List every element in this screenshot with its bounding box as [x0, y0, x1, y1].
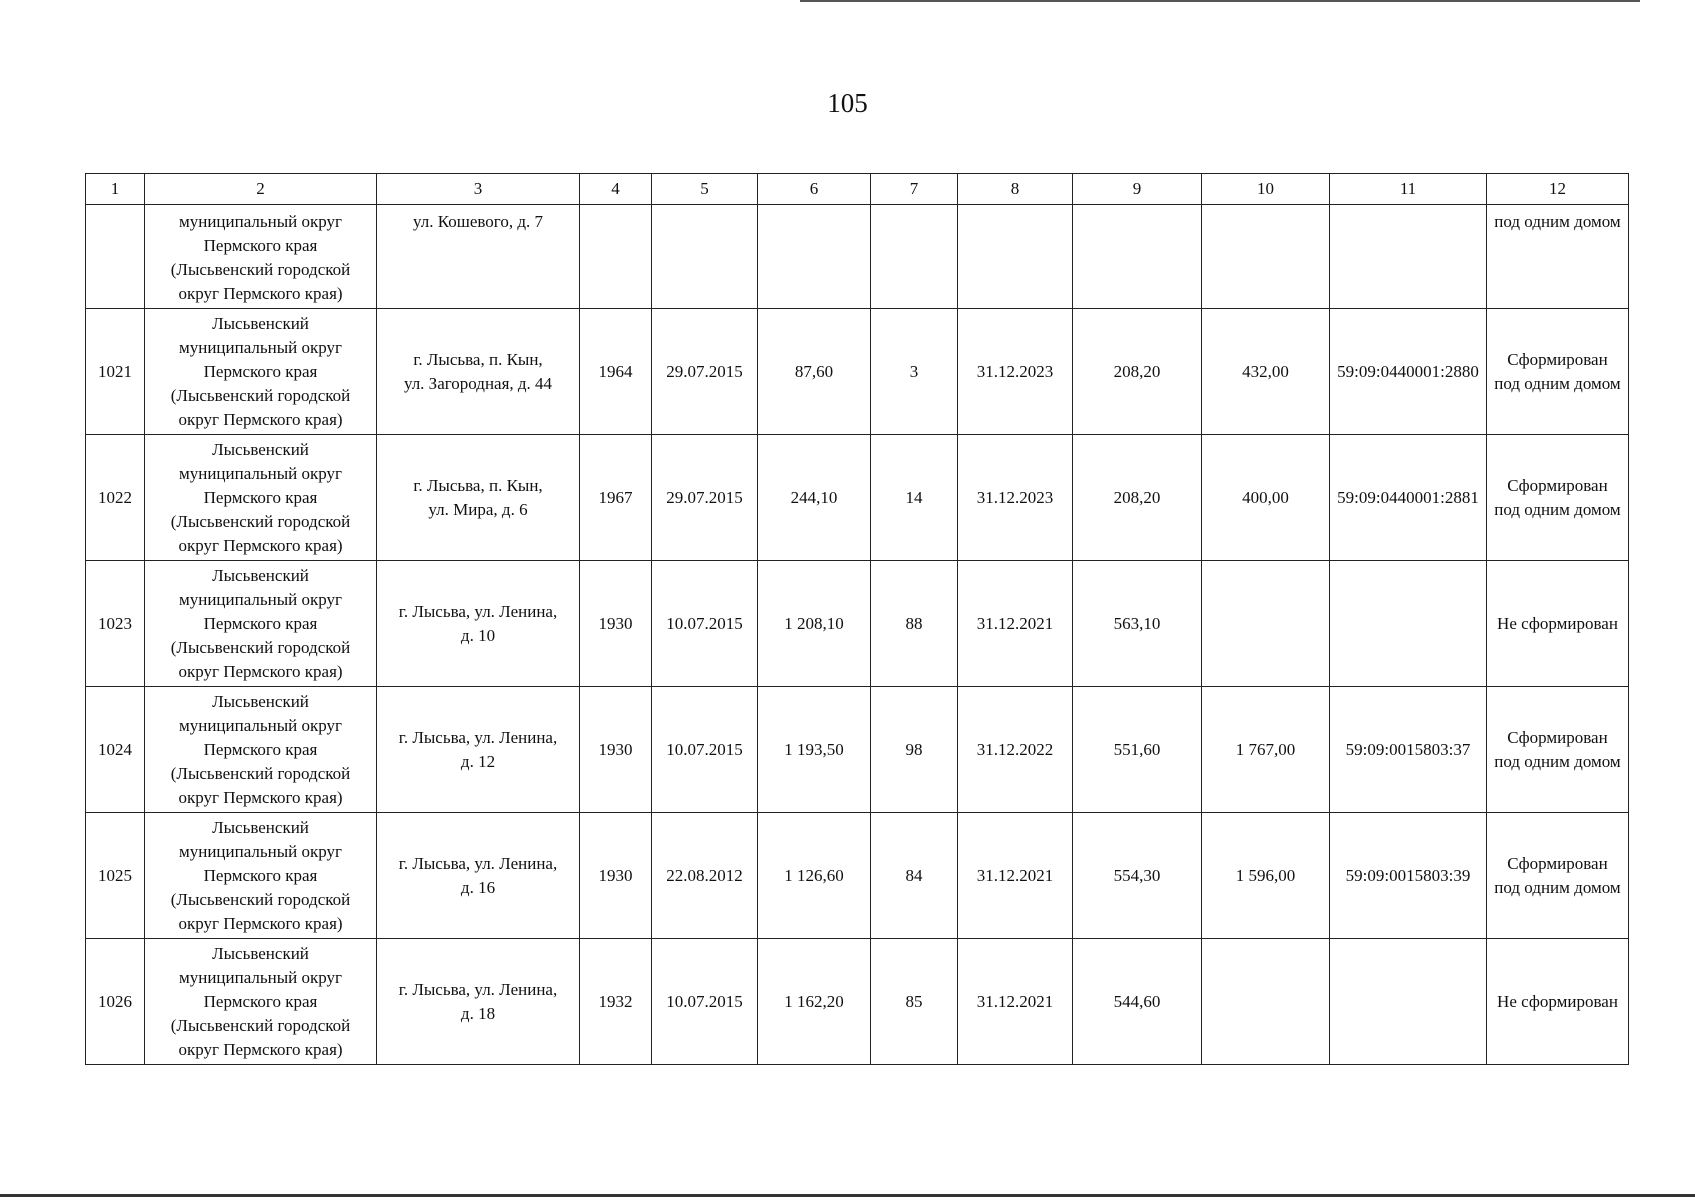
column-header-7: 7 [871, 174, 958, 205]
cell-status: Сформирован под одним домом [1487, 309, 1629, 435]
cell-residents [871, 205, 958, 309]
cell-date: 10.07.2015 [652, 561, 758, 687]
cell-year: 1930 [580, 561, 652, 687]
table-row [86, 939, 1629, 1065]
cell-year: 1932 [580, 939, 652, 1065]
cell-area [758, 205, 871, 309]
cell-date: 10.07.2015 [652, 687, 758, 813]
column-header-10: 10 [1202, 174, 1330, 205]
scan-top-edge [800, 0, 1640, 2]
cell-deadline: 31.12.2021 [958, 813, 1073, 939]
cell-value-9: 544,60 [1073, 939, 1202, 1065]
cell-deadline: 31.12.2023 [958, 435, 1073, 561]
cell-land-area: 1 596,00 [1202, 813, 1330, 939]
cell-deadline: 31.12.2021 [958, 561, 1073, 687]
cell-municipality: Лысьвенский муниципальный округ Пермского края (Лысьвенский городской округ Пермского края) [145, 561, 377, 687]
column-header-5: 5 [652, 174, 758, 205]
column-header-9: 9 [1073, 174, 1202, 205]
table-row [86, 687, 1629, 813]
cell-residents: 3 [871, 309, 958, 435]
cell-deadline: 31.12.2022 [958, 687, 1073, 813]
cell-cadastral-number [1330, 205, 1487, 309]
column-header-6: 6 [758, 174, 871, 205]
cell-value-9: 551,60 [1073, 687, 1202, 813]
cell-deadline: 31.12.2023 [958, 309, 1073, 435]
table-row-continued [86, 205, 1629, 309]
cell-year: 1964 [580, 309, 652, 435]
cell-residents: 98 [871, 687, 958, 813]
cell-cadastral-number [1330, 561, 1487, 687]
cell-number: 1022 [86, 435, 145, 561]
cell-area: 244,10 [758, 435, 871, 561]
table-row [86, 561, 1629, 687]
cell-land-area [1202, 205, 1330, 309]
table-row [86, 309, 1629, 435]
cell-value-9: 563,10 [1073, 561, 1202, 687]
cell-number [86, 205, 145, 309]
cell-address: г. Лысьва, п. Кын, ул. Загородная, д. 44 [377, 309, 580, 435]
cell-value-9: 554,30 [1073, 813, 1202, 939]
cell-land-area: 400,00 [1202, 435, 1330, 561]
cell-address: г. Лысьва, п. Кын, ул. Мира, д. 6 [377, 435, 580, 561]
cell-status: Сформирован под одним домом [1487, 813, 1629, 939]
cell-residents: 14 [871, 435, 958, 561]
cell-deadline [958, 205, 1073, 309]
cell-date: 10.07.2015 [652, 939, 758, 1065]
cell-area: 1 208,10 [758, 561, 871, 687]
cell-year: 1930 [580, 687, 652, 813]
cell-status: Не сформирован [1487, 561, 1629, 687]
cell-municipality: Лысьвенский муниципальный округ Пермского края (Лысьвенский городской округ Пермского края) [145, 939, 377, 1065]
cell-municipality: Лысьвенский муниципальный округ Пермского края (Лысьвенский городской округ Пермского края) [145, 435, 377, 561]
cell-cadastral-number: 59:09:0015803:37 [1330, 687, 1487, 813]
table-row [86, 813, 1629, 939]
column-header-2: 2 [145, 174, 377, 205]
cell-number: 1023 [86, 561, 145, 687]
cell-value-9 [1073, 205, 1202, 309]
cell-year [580, 205, 652, 309]
cell-municipality: муниципальный округ Пермского края (Лысьвенский городской округ Пермского края) [145, 205, 377, 309]
cell-number: 1024 [86, 687, 145, 813]
cell-value-9: 208,20 [1073, 309, 1202, 435]
cell-address: г. Лысьва, ул. Ленина, д. 12 [377, 687, 580, 813]
header-row [86, 174, 1629, 205]
cell-status: Сформирован под одним домом [1487, 435, 1629, 561]
cell-address: г. Лысьва, ул. Ленина, д. 10 [377, 561, 580, 687]
cell-date: 29.07.2015 [652, 435, 758, 561]
cell-number: 1021 [86, 309, 145, 435]
cell-number: 1025 [86, 813, 145, 939]
column-header-12: 12 [1487, 174, 1629, 205]
cell-land-area: 1 767,00 [1202, 687, 1330, 813]
cell-municipality: Лысьвенский муниципальный округ Пермского края (Лысьвенский городской округ Пермского края) [145, 309, 377, 435]
column-header-3: 3 [377, 174, 580, 205]
cell-value-9: 208,20 [1073, 435, 1202, 561]
cell-year: 1930 [580, 813, 652, 939]
cell-land-area [1202, 561, 1330, 687]
cell-deadline: 31.12.2021 [958, 939, 1073, 1065]
cell-municipality: Лысьвенский муниципальный округ Пермского края (Лысьвенский городской округ Пермского края) [145, 687, 377, 813]
page-number: 105 [827, 88, 868, 118]
registry-table-container [85, 173, 1629, 1065]
cell-date: 22.08.2012 [652, 813, 758, 939]
cell-number: 1026 [86, 939, 145, 1065]
table-row [86, 435, 1629, 561]
cell-date [652, 205, 758, 309]
cell-area: 1 162,20 [758, 939, 871, 1065]
cell-area: 87,60 [758, 309, 871, 435]
cell-cadastral-number: 59:09:0440001:2880 [1330, 309, 1487, 435]
column-header-8: 8 [958, 174, 1073, 205]
cell-address: г. Лысьва, ул. Ленина, д. 16 [377, 813, 580, 939]
cell-residents: 84 [871, 813, 958, 939]
cell-status: Не сформирован [1487, 939, 1629, 1065]
cell-status: Сформирован под одним домом [1487, 687, 1629, 813]
cell-status: под одним домом [1487, 205, 1629, 309]
cell-land-area [1202, 939, 1330, 1065]
cell-municipality: Лысьвенский муниципальный округ Пермского края (Лысьвенский городской округ Пермского края) [145, 813, 377, 939]
cell-residents: 88 [871, 561, 958, 687]
cell-cadastral-number [1330, 939, 1487, 1065]
cell-residents: 85 [871, 939, 958, 1065]
cell-area: 1 126,60 [758, 813, 871, 939]
column-header-11: 11 [1330, 174, 1487, 205]
cell-date: 29.07.2015 [652, 309, 758, 435]
scan-bottom-edge [0, 1194, 1695, 1197]
cell-area: 1 193,50 [758, 687, 871, 813]
column-header-1: 1 [86, 174, 145, 205]
cell-cadastral-number: 59:09:0015803:39 [1330, 813, 1487, 939]
cell-address: г. Лысьва, ул. Ленина, д. 18 [377, 939, 580, 1065]
cell-address: ул. Кошевого, д. 7 [377, 205, 580, 309]
cell-cadastral-number: 59:09:0440001:2881 [1330, 435, 1487, 561]
column-header-4: 4 [580, 174, 652, 205]
registry-table [85, 173, 1629, 1065]
cell-land-area: 432,00 [1202, 309, 1330, 435]
cell-year: 1967 [580, 435, 652, 561]
